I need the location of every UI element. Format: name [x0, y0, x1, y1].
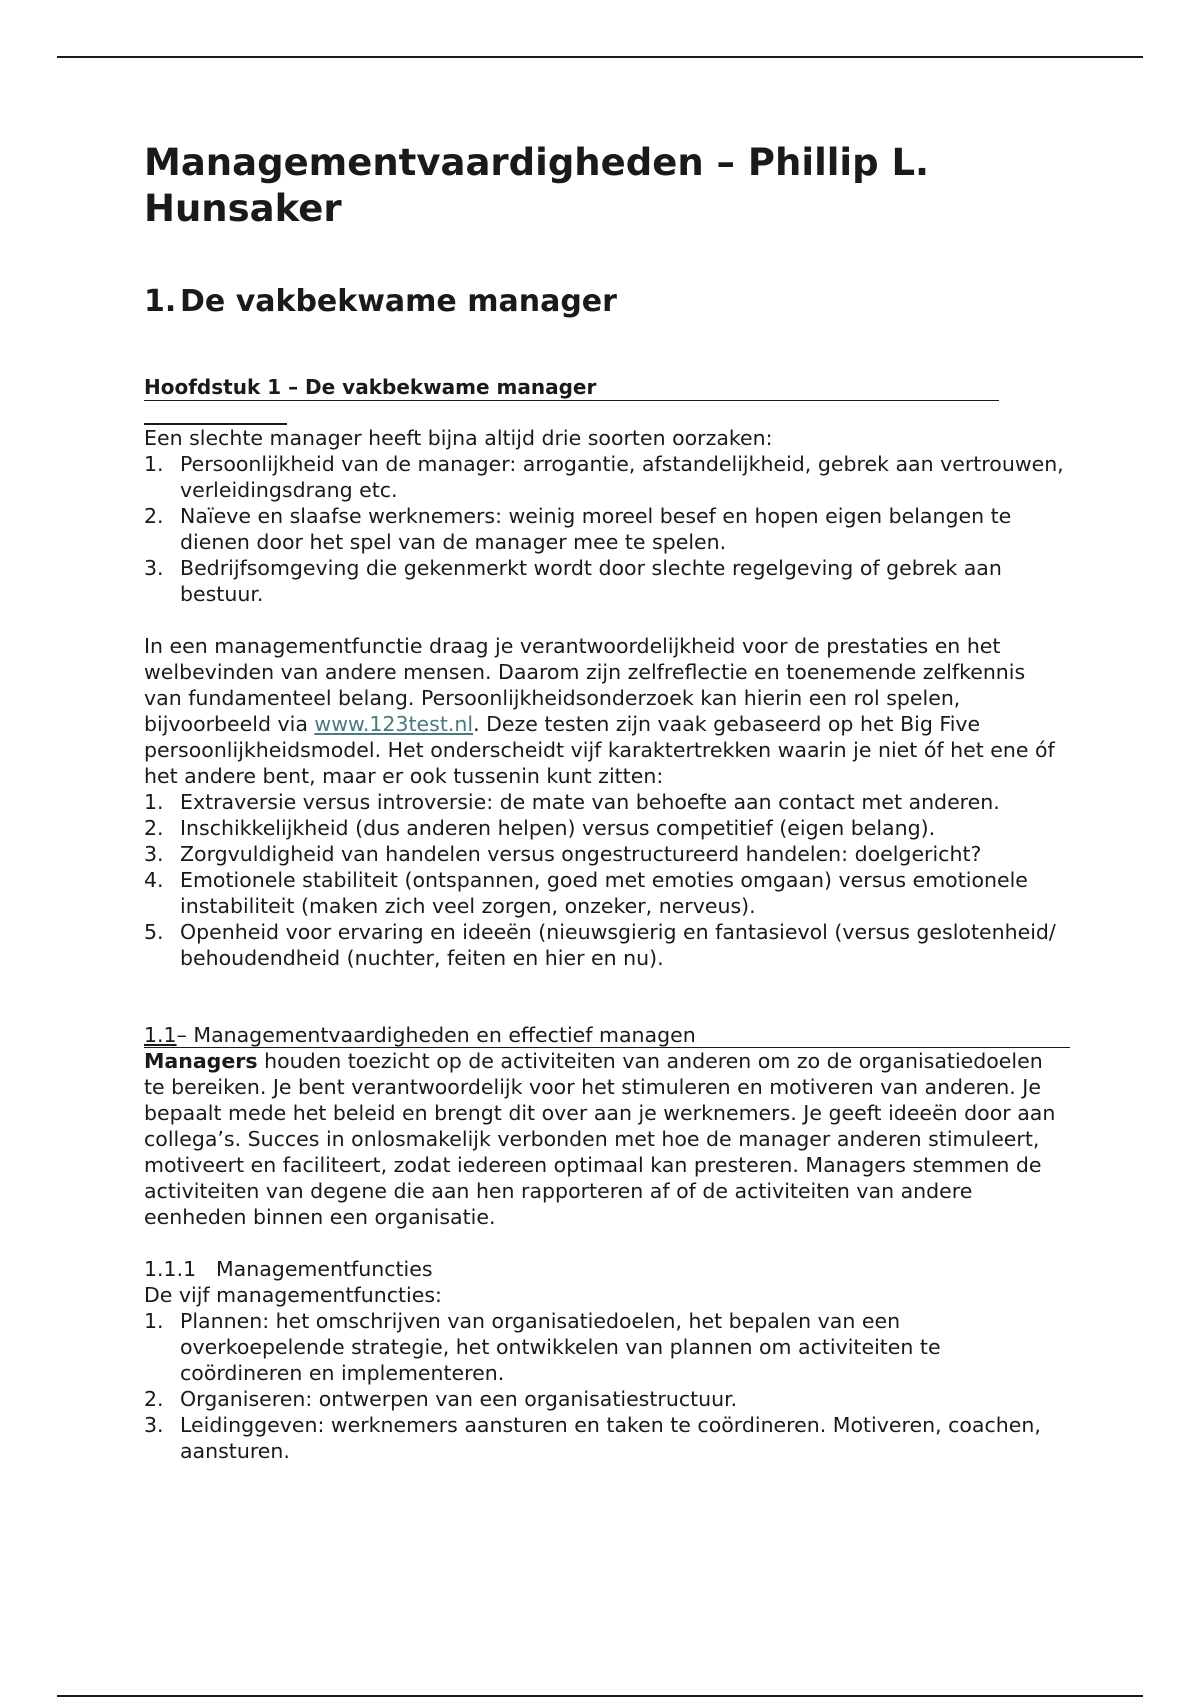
traits-list	[144, 789, 1064, 971]
list-item: 2. Naïeve en slaafse werknemers: weinig moreel besef en hopen eigen belangen te dienen door het spel van de manager mee te spelen.	[144, 503, 1012, 554]
list-item: 1. Extraversie versus introversie: de mate van behoefte aan contact met anderen.	[144, 789, 1000, 814]
section-heading-1-1	[144, 1023, 1070, 1048]
page-top-rule	[57, 56, 1143, 58]
page-bottom-rule	[57, 1695, 1143, 1697]
list-item: 1. Plannen: het omschrijven van organisatiedoelen, het bepalen van een overkoepelende strategie, het ontwikkelen van plannen om activiteiten te coördineren en implementeren.	[144, 1308, 941, 1385]
big-five-paragraph: In een managementfunctie draag je verantwoordelijkheid voor de prestaties en het welbevinden van andere mensen. Daarom zijn zelfreflectie en toenemende zelfkennis van fundamenteel belang. Persoonlijkheidsonderzoek kan hierin een rol spelen, bijvoorbeeld via www.123test.nl. Deze testen zijn vaak gebaseerd op het Big Five persoonlijkheidsmodel. Het onderscheidt vijf karaktertrekken waarin je niet óf het ene óf het andere bent, maar er ook tussenin kunt zitten:	[144, 633, 1055, 788]
list-item: 2. Organiseren: ontwerpen van een organisatiestructuur.	[144, 1386, 738, 1411]
chapter-heading	[144, 282, 1064, 322]
list-item: 4. Emotionele stabiliteit (ontspannen, goed met emoties omgaan) versus emotionele instabiliteit (maken zich veel zorgen, onzeker, nerveus).	[144, 867, 1028, 918]
list-item: 3. Zorgvuldigheid van handelen versus ongestructureerd handelen: doelgericht?	[144, 841, 982, 866]
section-title: – Managementvaardigheden en effectief managen	[176, 1022, 696, 1047]
causes-intro: Een slechte manager heeft bijna altijd drie soorten oorzaken:	[144, 425, 773, 450]
functions-intro: De vijf managementfuncties:	[144, 1282, 442, 1307]
causes-list	[144, 451, 1064, 607]
list-item: 5. Openheid voor ervaring en ideeën (nieuwsgierig en fantasievol (versus geslotenheid/ behoudendheid (nuchter, feiten en hier en nu).	[144, 919, 1056, 970]
bold-term: Managers	[144, 1048, 258, 1073]
chapter-title: De vakbekwame manager	[180, 284, 617, 319]
list-item: 3. Bedrijfsomgeving die gekenmerkt wordt door slechte regelgeving of gebrek aan bestuur.	[144, 555, 1002, 606]
section-title: Managementfuncties	[216, 1256, 433, 1281]
managers-paragraph: Managers houden toezicht op de activiteiten van anderen om zo de organisatiedoelen te bereiken. Je bent verantwoordelijk voor het stimuleren en motiveren van anderen. Je bepaalt mede het beleid en brengt dit over aan je werknemers. Je geeft ideeën door aan collega’s. Succes in onlosmakelijk verbonden met hoe de manager anderen stimuleert, motiveert en faciliteert, zodat iedereen optimaal kan presteren. Managers stemmen de activiteiten van degene die aan hen rapporteren af of de activiteiten van andere eenheden binnen een organisatie.	[144, 1048, 1056, 1229]
section-heading-1-1-1	[144, 1256, 1064, 1282]
section-heading-hoofdstuk-1: Hoofdstuk 1 – De vakbekwame manager	[144, 374, 999, 401]
section-number: 1.1	[144, 1022, 177, 1047]
list-item: 3. Leidinggeven: werknemers aansturen en taken te coördineren. Motiveren, coachen, aansturen.	[144, 1412, 1041, 1463]
test-website-link[interactable]: www.123test.nl	[314, 711, 474, 736]
list-item: 2. Inschikkelijkheid (dus anderen helpen) versus competitief (eigen belang).	[144, 815, 936, 840]
section-number: 1.1.1	[144, 1256, 197, 1281]
list-item: 1. Persoonlijkheid van de manager: arrogantie, afstandelijkheid, gebrek aan vertrouwen, verleidingsdrang etc.	[144, 451, 1064, 502]
chapter-number: 1.	[144, 284, 177, 319]
document-body	[144, 140, 1064, 1464]
document-title: Managementvaardigheden – Phillip L. Hunsaker	[144, 141, 930, 230]
functions-list	[144, 1308, 1064, 1464]
